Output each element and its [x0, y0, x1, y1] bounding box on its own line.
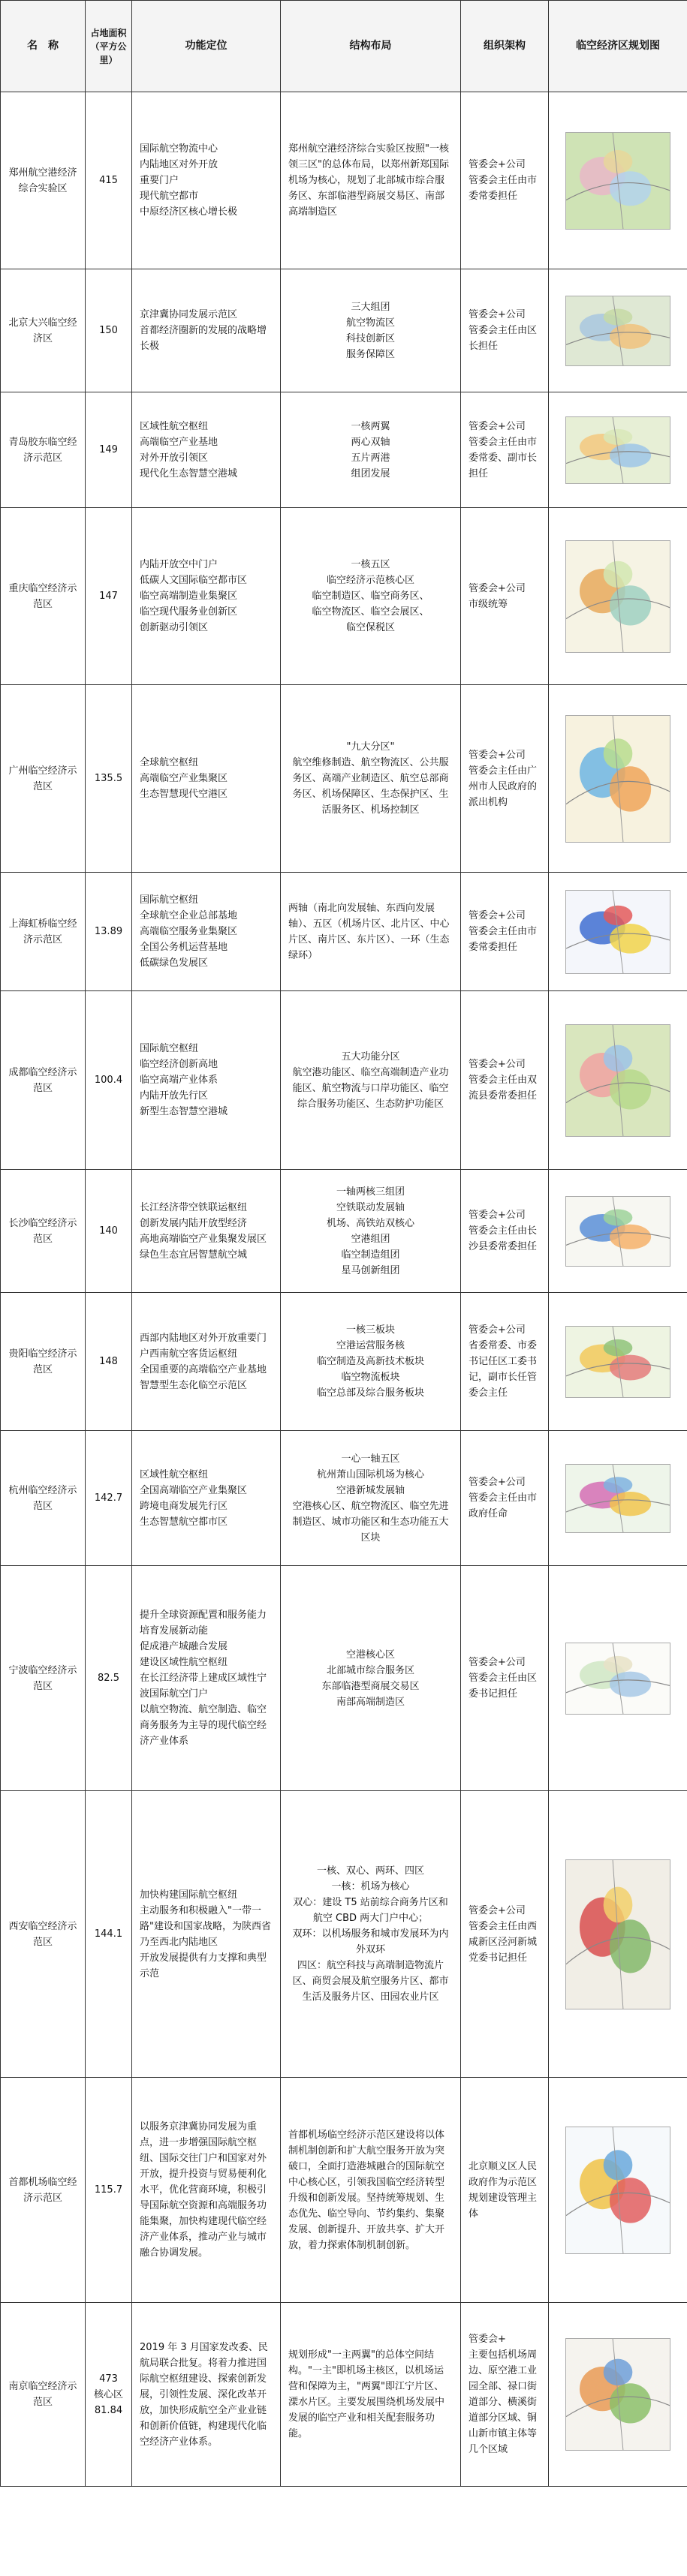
zone-name: 重庆临空经济示范区 [1, 508, 86, 685]
zone-function-line: 中原经济区核心增长极 [140, 206, 238, 218]
zone-organization [461, 991, 549, 1170]
zone-function-line: 内陆开放先行区 [140, 1090, 209, 1102]
zone-org-line: 管委会主任由广州市人民政府的派出机构 [469, 765, 538, 808]
zone-org-line: 管委会+公司 [469, 910, 526, 921]
zone-area-line: 142.7 [94, 1492, 123, 1504]
zone-row [1, 1293, 687, 1431]
zone-function-line: 对外开放引领区 [140, 452, 209, 464]
zone-row [1, 2078, 687, 2303]
zone-structure [281, 1431, 461, 1566]
zone-area-line: 150 [99, 325, 118, 336]
zone-function-line: 临空高端产业体系 [140, 1075, 218, 1086]
zone-structure [281, 991, 461, 1170]
zone-org-line: 管委会+ [469, 2334, 506, 2345]
zone-function-line: 长江经济带空铁联运枢纽 [140, 1201, 248, 1213]
zone-structure-line: 双环：以机场服务和城市发展环为内外双环 [292, 1928, 449, 1955]
zone-structure-line: 临空制造区、临空商务区、 [312, 591, 429, 602]
zone-name: 广州临空经济示范区 [1, 685, 86, 873]
zone-org-line: 管委会主任由市委常委、副市长担任 [469, 436, 538, 479]
zone-name: 青岛胶东临空经济示范区 [1, 392, 86, 508]
zone-functions [132, 1293, 281, 1431]
ningbo-plan-map [565, 1643, 670, 1715]
zone-structure-line: 临空物流板块 [341, 1372, 400, 1383]
zone-plan-map-cell [549, 1791, 687, 2078]
zone-organization [461, 1791, 549, 2078]
zone-org-line: 管委会主任由市委常委担任 [469, 926, 538, 953]
zone-functions [132, 1170, 281, 1293]
zone-area [86, 1170, 132, 1293]
zone-plan-map-cell [549, 1293, 687, 1431]
zone-function-line: 内陆地区对外开放 [140, 159, 218, 170]
nanjing-plan-map [565, 2338, 670, 2451]
zone-org-line: 管委会+公司 [469, 159, 526, 170]
zone-function-line: 以服务京津冀协同发展为重点，进一步增强国际航空枢纽、国际交往门户和国家对外开放，提升投资与贸易便利化水平，优化营商环境，积极引导国际航空资源和高端服务功能集聚，加快构建现代临空经济产业体系，推动产业与城市融合协调发展。 [140, 2121, 267, 2259]
zone-row [1, 508, 687, 685]
zone-function-line: 区域性航空枢纽 [140, 420, 209, 432]
zone-plan-map-cell [549, 1431, 687, 1566]
zone-plan-map-cell [549, 508, 687, 685]
zone-plan-map-cell [549, 873, 687, 991]
zone-structure-line: 临空制造组团 [341, 1249, 400, 1261]
zone-plan-map-cell [549, 1566, 687, 1791]
zone-function-line: 跨境电商发展先行区 [140, 1500, 228, 1512]
zone-org-line: 管委会主任由双流县委常委担任 [469, 1075, 538, 1102]
zone-structure-line: 一心一轴五区 [341, 1453, 400, 1465]
zone-row [1, 269, 687, 392]
zone-organization [461, 2078, 549, 2303]
zone-org-line: 管委会主任由区长担任 [469, 325, 538, 352]
zone-structure [281, 1293, 461, 1431]
zone-organization [461, 508, 549, 685]
zone-structure [281, 2303, 461, 2487]
zone-structure [281, 685, 461, 873]
zone-structure-line: 科技创新区 [345, 332, 395, 344]
zone-row [1, 991, 687, 1170]
zone-area [86, 269, 132, 392]
zone-structure [281, 269, 461, 392]
zone-org-line: 管委会主任由长沙县委常委担任 [469, 1225, 538, 1252]
zone-structure-line: 郑州航空港经济综合实验区按照"一核领三区"的总体布局，以郑州新郑国际机场为核心，规划了北部城市综合服务区、东部临港型商展交易区、南部高端制造区 [288, 143, 449, 218]
zone-function-line: 全国公务机运营基地 [140, 942, 228, 953]
zone-area [86, 2078, 132, 2303]
zone-row [1, 92, 687, 269]
zone-structure-line: 四区：航空科技与高端制造物流片区、商贸会展及航空服务片区、都市生活及服务片区、田园农业片区 [292, 1960, 449, 2003]
zone-area [86, 2303, 132, 2487]
zone-structure-line: 星马创新组团 [341, 1264, 400, 1276]
zone-plan-map-cell [549, 269, 687, 392]
zone-org-line: 管委会主任由市委常委担任 [469, 175, 538, 202]
zone-area-line: 473 [99, 2373, 118, 2385]
zone-area-line: 82.5 [98, 1673, 119, 1684]
zone-structure-line: 两轴（南北向发展轴、东西向发展轴）、五区（机场片区、北片区、中心片区、南片区、东片区）、一环（生态绿环） [288, 902, 450, 961]
zone-function-line: 促成港产城融合发展 [140, 1641, 228, 1652]
zone-org-line: 管委会+公司 [469, 420, 526, 432]
zone-function-line: 高端临空产业基地 [140, 436, 218, 448]
table-body [1, 92, 687, 2487]
zone-plan-map-cell [549, 92, 687, 269]
zone-function-line: 西部内陆地区对外开放重要门户西南航空客货运枢纽 [140, 1332, 267, 1360]
zone-area-line: 100.4 [94, 1075, 123, 1086]
zone-name: 长沙临空经济示范区 [1, 1170, 86, 1293]
zone-function-line: 低碳绿色发展区 [140, 957, 209, 969]
zone-area-line: 81.84 [94, 2404, 123, 2416]
zone-org-line: 管委会+公司 [469, 309, 526, 320]
zone-org-line: 市级统筹 [469, 598, 508, 610]
zone-structure-line: 机场、高铁站双核心 [326, 1217, 414, 1229]
zone-structure-line: 空港新城发展轴 [336, 1484, 405, 1496]
zone-organization [461, 685, 549, 873]
zone-functions [132, 991, 281, 1170]
zone-name: 北京大兴临空经济区 [1, 269, 86, 392]
zone-structure-line: 一核：机场为核心 [331, 1881, 410, 1892]
shanghai-hongqiao-plan-map [565, 890, 670, 974]
zone-functions [132, 2303, 281, 2487]
zone-row [1, 2303, 687, 2487]
zone-area [86, 508, 132, 685]
zone-row [1, 873, 687, 991]
zone-organization [461, 92, 549, 269]
zone-area-line: 140 [99, 1225, 118, 1237]
zone-function-line: 低碳人文国际临空都市区 [140, 575, 248, 586]
zone-structure-line: 东部临港型商展交易区 [321, 1680, 420, 1692]
guangzhou-plan-map [565, 715, 670, 843]
zone-structure [281, 2078, 461, 2303]
header-function: 功能定位 [132, 1, 281, 92]
zone-org-line: 管委会+公司 [469, 1324, 526, 1336]
zone-structure-line: 两心双轴 [351, 436, 390, 448]
zone-structure-line: 首都机场临空经济示范区建设将以体制机制创新和扩大航空服务开放为突破口，全面打造港城融合的国际航空中心核心区，引领我国临空经济转型升级和创新发展。坚持统筹规划、生态优先、临空导向、节约集约、集聚发展、创新提升、开放共享、扩大开放，着力探索体制机制创新。 [288, 2129, 445, 2251]
zone-organization [461, 1293, 549, 1431]
zone-functions [132, 1431, 281, 1566]
zone-structure-line: 临空总部及综合服务板块 [316, 1387, 424, 1399]
zone-function-line: 全球航空枢纽 [140, 757, 199, 768]
zone-structure-line: 空港组团 [351, 1233, 390, 1245]
zone-plan-map-cell [549, 2078, 687, 2303]
zone-structure-line: 组团发展 [351, 467, 390, 479]
chongqing-plan-map [565, 540, 670, 653]
changsha-plan-map [565, 1196, 670, 1267]
zone-structure-line: 临空制造及高新技术板块 [316, 1356, 424, 1367]
zone-function-line: 加快构建国际航空枢纽 [140, 1889, 238, 1901]
zone-function-line: 高端临空产业集聚区 [140, 773, 228, 784]
zone-function-line: 绿色生态宜居智慧航空城 [140, 1249, 248, 1261]
zone-functions [132, 1791, 281, 2078]
zone-functions [132, 269, 281, 392]
zone-area [86, 1566, 132, 1791]
zone-name: 首都机场临空经济示范区 [1, 2078, 86, 2303]
zone-area-line: 144.1 [94, 1928, 123, 1940]
header-organization: 组织架构 [461, 1, 549, 92]
zone-function-line: 高地高端临空产业集聚发展区 [140, 1233, 267, 1245]
zone-area [86, 392, 132, 508]
zone-function-line: 在长江经济带上建成区域性宁波国际航空门户 [140, 1673, 267, 1700]
zone-function-line: 新型生态智慧空港城 [140, 1106, 228, 1117]
zone-functions [132, 92, 281, 269]
zone-area-line: 148 [99, 1356, 118, 1367]
zone-structure-line: 空港核心区 [345, 1649, 395, 1661]
zone-structure [281, 508, 461, 685]
zone-structure-line: 空港运营服务核 [336, 1340, 405, 1351]
zone-structure [281, 1170, 461, 1293]
xian-plan-map [565, 1859, 670, 2009]
header-row [1, 1, 687, 92]
zone-structure-line: 杭州萧山国际机场为核心 [316, 1468, 424, 1480]
zone-function-line: 临空经济创新高地 [140, 1059, 218, 1070]
zone-function-line: 国际航空物流中心 [140, 143, 218, 155]
zone-organization [461, 1566, 549, 1791]
zone-structure-line: 规划形成"一主两翼"的总体空间结构。"一主"即机场主核区，以机场运营和保障为主，"两翼"即江宁片区、溧水片区。主要发展围绕机场发展中发展的临空产业和相关配套服务功能。 [288, 2349, 445, 2439]
zone-organization [461, 392, 549, 508]
zone-structure [281, 1566, 461, 1791]
zone-area-line: 147 [99, 591, 118, 602]
zone-row [1, 685, 687, 873]
zone-org-line: 管委会+公司 [469, 1210, 526, 1221]
zone-function-line: 内陆开放空中门户 [140, 559, 218, 570]
zone-functions [132, 873, 281, 991]
zone-plan-map-cell [549, 2303, 687, 2487]
zone-function-line: 生态智慧航空都市区 [140, 1516, 228, 1528]
zone-structure-line: 南部高端制造区 [336, 1696, 405, 1708]
zone-org-line: 管委会+公司 [469, 1657, 526, 1668]
zone-functions [132, 2078, 281, 2303]
zone-structure-line: 北部城市综合服务区 [326, 1664, 414, 1676]
zone-function-line: 开放发展提供有力支撑和典型示范 [140, 1952, 267, 1979]
zone-name: 成都临空经济示范区 [1, 991, 86, 1170]
zone-name: 南京临空经济示范区 [1, 2303, 86, 2487]
zone-function-line: 主动服务和积极融入"一带一路"建设和国家战略，为陕西省乃至西北内陆地区 [140, 1904, 271, 1948]
zone-plan-map-cell [549, 685, 687, 873]
zone-functions [132, 685, 281, 873]
zone-name: 宁波临空经济示范区 [1, 1566, 86, 1791]
zone-org-line: 北京顺义区人民政府作为示范区规划建设管理主体 [469, 2160, 538, 2220]
zone-structure [281, 873, 461, 991]
zone-function-line: 现代航空都市 [140, 191, 199, 202]
zone-structure [281, 1791, 461, 2078]
zone-function-line: 京津冀协同发展示范区 [140, 309, 238, 320]
zone-organization [461, 269, 549, 392]
zone-area [86, 92, 132, 269]
zone-org-line: 管委会+公司 [469, 582, 526, 594]
zone-plan-map-cell [549, 392, 687, 508]
zone-structure-line: 空港核心区、航空物流区、临空先进制造区、城市功能区和生态功能五大区块 [292, 1500, 449, 1543]
zone-function-line: 国际航空枢纽 [140, 894, 199, 906]
zone-structure-line: 一核、双心、两环、四区 [316, 1865, 424, 1877]
zone-functions [132, 392, 281, 508]
zone-functions [132, 508, 281, 685]
header-structure: 结构布局 [281, 1, 461, 92]
zone-org-line: 管委会主任由市政府任命 [469, 1492, 538, 1519]
zone-functions [132, 1566, 281, 1791]
zone-structure-line: 五大功能分区 [341, 1051, 400, 1063]
zone-function-line: 临空现代服务业创新区 [140, 606, 238, 618]
zone-structure-line: 航空港功能区、临空高端制造产业功能区、航空物流与口岸功能区、临空综合服务功能区、生态防护功能区 [292, 1066, 449, 1110]
qingdao-plan-map [565, 416, 670, 484]
header-plan-map: 临空经济区规划图 [549, 1, 687, 92]
zone-structure-line: 五片两港 [351, 452, 390, 464]
zone-structure-line: 一核三板块 [345, 1324, 395, 1336]
zone-function-line: 高端临空服务业集聚区 [140, 926, 238, 937]
zone-structure-line: 空铁联动发展轴 [336, 1201, 405, 1213]
zone-structure-line: 临空经济示范核心区 [326, 575, 414, 586]
zone-function-line: 2019 年 3 月国家发改委、民航局联合批复。将着力推进国际航空枢纽建设、探索创新发展，引领性发展、深化改革开放，加快形成航空全产业业链和创新价值链，构建现代化临空经济产业体系。 [140, 2341, 268, 2448]
zone-name: 贵阳临空经济示范区 [1, 1293, 86, 1431]
zone-function-line: 全球航空企业总部基地 [140, 910, 238, 921]
zone-area-line: 149 [99, 444, 118, 455]
guiyang-plan-map [565, 1326, 670, 1398]
zone-structure-line: 临空保税区 [345, 622, 395, 633]
zone-area [86, 991, 132, 1170]
zone-function-line: 全国高端临空产业集聚区 [140, 1484, 248, 1496]
zone-area [86, 873, 132, 991]
zone-area [86, 1791, 132, 2078]
zone-row [1, 1431, 687, 1566]
zone-org-line: 主要包括机场周边、原空港工业园全部、禄口街道部分、横溪街道部分区域、铜山新市镇主体等几个区域 [469, 2349, 538, 2455]
zone-organization [461, 1431, 549, 1566]
zone-name: 杭州临空经济示范区 [1, 1431, 86, 1566]
zone-function-line: 临空高端制造业集聚区 [140, 591, 238, 602]
zone-function-line: 首都经济圈新的发展的战略增长极 [140, 325, 267, 352]
zone-name: 西安临空经济示范区 [1, 1791, 86, 2078]
zone-row [1, 1170, 687, 1293]
zone-structure-line: 一核两翼 [351, 420, 390, 432]
zone-organization [461, 2303, 549, 2487]
zone-area [86, 1431, 132, 1566]
zone-structure-line: 航空物流区 [345, 317, 395, 329]
zone-area-line: 13.89 [94, 926, 123, 937]
zone-structure-line: 临空物流区、临空会展区、 [312, 606, 429, 618]
zone-org-line: 管委会主任由西咸新区泾河新城党委书记担任 [469, 1920, 538, 1964]
header-area: 占地面积 （平方公里） [86, 1, 132, 92]
zone-org-line: 省委常委、市委书记任区工委书记，副市长任管委会主任 [469, 1340, 538, 1399]
zone-org-line: 管委会+公司 [469, 1059, 526, 1070]
zone-row [1, 1791, 687, 2078]
zone-function-line: 提升全球资源配置和服务能力培育发展新动能 [140, 1610, 267, 1637]
zone-function-line: 智慧型生态化临空示范区 [140, 1379, 248, 1391]
zone-organization [461, 873, 549, 991]
hangzhou-plan-map [565, 1464, 670, 1533]
zone-org-line: 管委会+公司 [469, 1904, 526, 1916]
zone-org-line: 管委会+公司 [469, 1477, 526, 1488]
zone-plan-map-cell [549, 991, 687, 1170]
zone-structure-line: 航空维修制造、航空物流区、公共服务区、高端产业制造区、航空总部商务区、机场保障区、生态保护区、生活服务区、机场控制区 [292, 757, 449, 816]
zone-function-line: 创新发展内陆开放型经济 [140, 1217, 248, 1229]
zone-structure-line: 服务保障区 [345, 348, 395, 360]
zone-function-line: 区域性航空枢纽 [140, 1468, 209, 1480]
zone-structure-line: 双心：建设 T5 站前综合商务片区和航空 CBD 两大门户中心； [293, 1897, 448, 1924]
chengdu-plan-map [565, 1024, 670, 1137]
zone-area-line: 115.7 [94, 2184, 123, 2196]
zone-structure [281, 92, 461, 269]
zone-function-line: 生态智慧现代空港区 [140, 789, 228, 800]
zone-structure-line: 一核五区 [351, 559, 390, 570]
zone-function-line: 国际航空枢纽 [140, 1043, 199, 1054]
zone-function-line: 重要门户 [140, 175, 179, 186]
zone-structure [281, 392, 461, 508]
beijing-daxing-plan-map [565, 296, 670, 366]
zone-row [1, 392, 687, 508]
zone-structure-line: 三大组团 [351, 301, 390, 313]
zone-organization [461, 1170, 549, 1293]
zone-name: 上海虹桥临空经济示范区 [1, 873, 86, 991]
zone-function-line: 创新驱动引领区 [140, 622, 209, 633]
zone-structure-line: 一轴两核三组团 [336, 1186, 405, 1198]
header-name: 名 称 [1, 1, 86, 92]
zone-org-line: 管委会+公司 [469, 749, 526, 761]
zone-function-line: 全国重要的高端临空产业基地 [140, 1363, 267, 1375]
zone-name: 郑州航空港经济综合实验区 [1, 92, 86, 269]
zone-area-line: 135.5 [94, 773, 123, 784]
zone-org-line: 管委会主任由区委书记担任 [469, 1673, 538, 1700]
beijing-capital-plan-map [565, 2127, 670, 2254]
zone-structure-line: "九大分区" [346, 741, 395, 753]
zone-area-line: 415 [99, 175, 118, 186]
zone-function-line: 现代化生态智慧空港城 [140, 467, 238, 479]
zone-area [86, 1293, 132, 1431]
zone-function-line: 建设区域性航空枢纽 [140, 1657, 228, 1668]
zone-row [1, 1566, 687, 1791]
zone-function-line: 以航空物流、航空制造、临空商务服务为主导的现代临空经济产业体系 [140, 1704, 267, 1747]
zone-area-line: 核心区 [93, 2388, 123, 2400]
zhengzhou-plan-map [565, 132, 670, 230]
zone-area [86, 685, 132, 873]
zone-plan-map-cell [549, 1170, 687, 1293]
